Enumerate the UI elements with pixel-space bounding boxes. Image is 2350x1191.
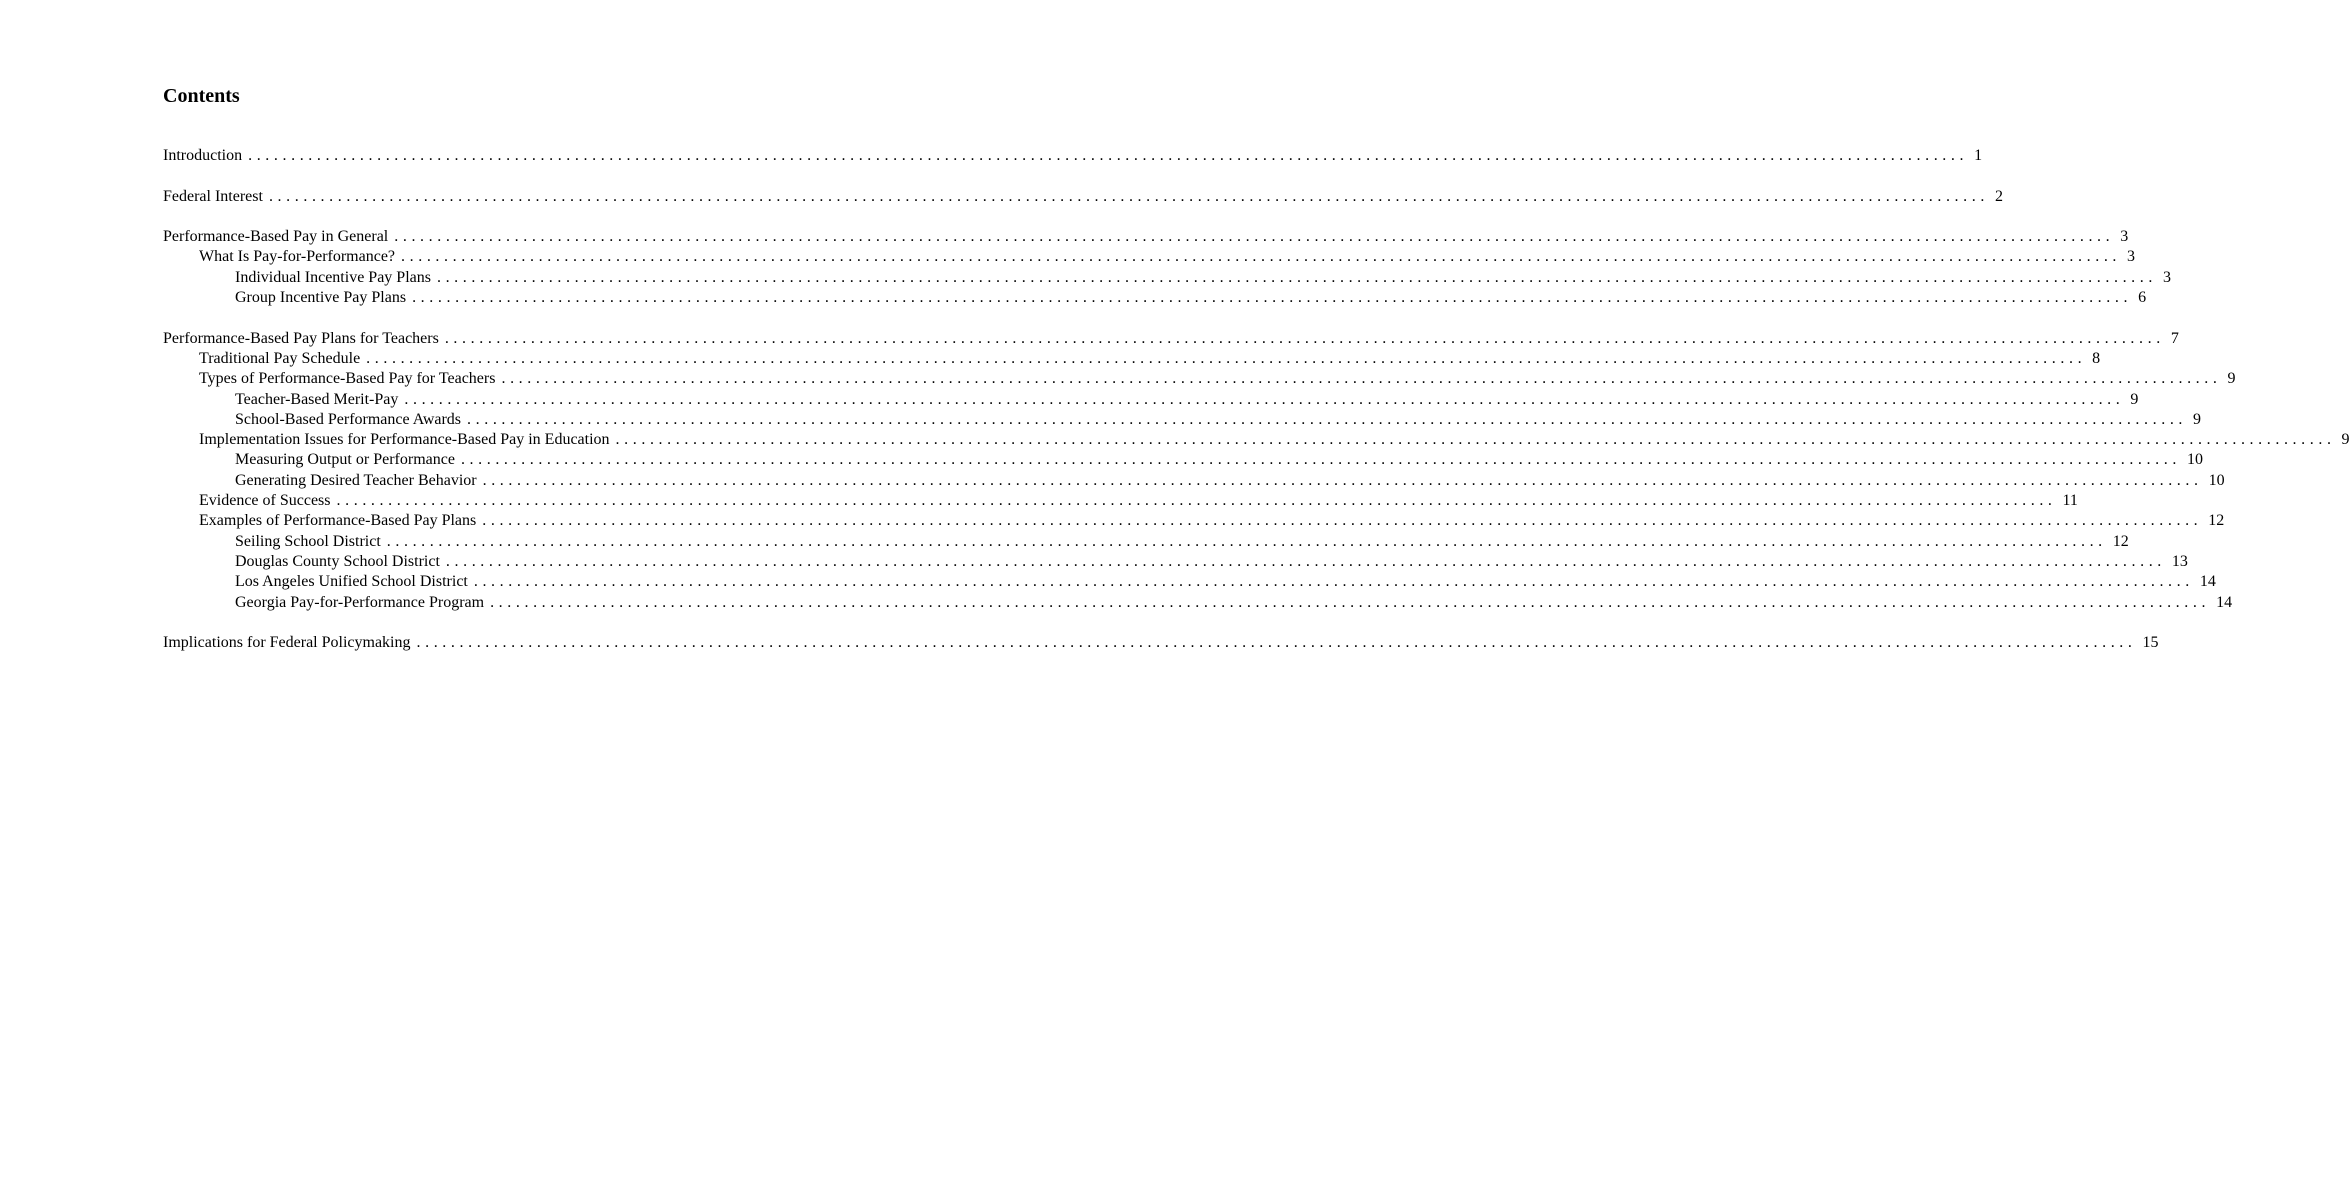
- toc-entry-title: Georgia Pay-for-Performance Program: [235, 593, 485, 611]
- toc-entry-page: 8: [2092, 349, 2101, 367]
- dot-leader: ........................................................................................................................................................................................................: [473, 573, 2194, 591]
- dot-leader: ........................................................................................................................................................................................................: [268, 187, 1989, 205]
- toc-entry-introduction: [163, 146, 1983, 166]
- toc-entry-title: Evidence of Success: [199, 492, 331, 510]
- dot-leader: ........................................................................................................................................................................................................: [394, 228, 2115, 246]
- toc-entry-teacher-based-merit-pay: [163, 390, 2139, 410]
- toc-entry-page: 9: [2193, 410, 2202, 428]
- toc-entry-types-of-performance-based-pay: [163, 369, 2236, 389]
- toc-entry-title: Introduction: [163, 147, 243, 164]
- toc-entry-title: Teacher-Based Merit-Pay: [235, 390, 399, 408]
- toc-entry-los-angeles-unified: [163, 572, 2216, 592]
- dot-leader: ........................................................................................................................................................................................................: [248, 147, 1969, 164]
- toc-entry-title: Los Angeles Unified School District: [235, 573, 468, 591]
- toc-entry-title: Implementation Issues for Performance-Based Pay in Education: [199, 431, 610, 449]
- toc-entry-page: 12: [2208, 512, 2225, 530]
- contents-heading: Contents: [163, 85, 240, 107]
- dot-leader: ........................................................................................................................................................................................................: [412, 289, 2133, 307]
- toc-entry-measuring-output: [163, 450, 2203, 470]
- dot-leader: ........................................................................................................................................................................................................: [482, 471, 2203, 489]
- toc-entry-title: Seiling School District: [235, 532, 381, 550]
- dot-leader: ........................................................................................................................................................................................................: [404, 390, 2125, 408]
- toc-entry-title: Performance-Based Pay Plans for Teachers: [163, 329, 439, 347]
- toc-entry-page: 1: [1974, 147, 1983, 164]
- toc-entry-title: Performance-Based Pay in General: [163, 228, 389, 246]
- toc-entry-page: 10: [2208, 471, 2225, 489]
- toc-entry-title: Douglas County School District: [235, 552, 440, 570]
- toc-entry-traditional-pay-schedule: [163, 349, 2101, 369]
- toc-entry-page: 3: [2127, 248, 2136, 266]
- dot-leader: ........................................................................................................................................................................................................: [615, 431, 2336, 449]
- toc-entry-georgia-program: [163, 593, 2233, 613]
- toc-entry-federal-interest: [163, 187, 2003, 207]
- toc-entry-title: Implications for Federal Policymaking: [163, 634, 411, 652]
- toc-entry-page: 2: [1994, 187, 2003, 205]
- table-of-contents: [163, 146, 2350, 653]
- dot-leader: ........................................................................................................................................................................................................: [501, 370, 2222, 388]
- toc-entry-douglas-county-school-district: [163, 552, 2188, 572]
- toc-entry-page: 9: [2227, 370, 2236, 388]
- dot-leader: ........................................................................................................................................................................................................: [386, 532, 2107, 550]
- toc-entry-plans-for-teachers: [163, 329, 2179, 349]
- toc-entry-implications-federal-policymaking: [163, 633, 2159, 653]
- dot-leader: ........................................................................................................................................................................................................: [436, 268, 2157, 286]
- toc-entry-what-is-pay-for-performance: [163, 247, 2136, 267]
- toc-entry-page: 9: [2130, 390, 2139, 408]
- toc-entry-title: School-Based Performance Awards: [235, 410, 462, 428]
- toc-entry-title: Generating Desired Teacher Behavior: [235, 471, 477, 489]
- toc-entry-page: 13: [2171, 552, 2188, 570]
- toc-entry-title: What Is Pay-for-Performance?: [199, 248, 396, 266]
- toc-entry-page: 7: [2170, 329, 2179, 347]
- toc-entry-page: 3: [2162, 268, 2171, 286]
- toc-entry-generating-desired-behavior: [163, 471, 2225, 491]
- toc-entry-seiling-school-district: [163, 532, 2129, 552]
- toc-entry-title: Measuring Output or Performance: [235, 451, 455, 469]
- dot-leader: ........................................................................................................................................................................................................: [482, 512, 2203, 530]
- dot-leader: ........................................................................................................................................................................................................: [401, 248, 2122, 266]
- dot-leader: ........................................................................................................................................................................................................: [460, 451, 2181, 469]
- toc-entry-page: 14: [2199, 573, 2216, 591]
- toc-entry-implementation-issues: [163, 430, 2350, 450]
- toc-entry-title: Group Incentive Pay Plans: [235, 289, 407, 307]
- toc-entry-page: 3: [2120, 228, 2129, 246]
- toc-entry-individual-incentive-pay-plans: [163, 268, 2171, 288]
- toc-entry-title: Traditional Pay Schedule: [199, 349, 361, 367]
- dot-leader: ........................................................................................................................................................................................................: [336, 492, 2057, 510]
- toc-entry-title: Examples of Performance-Based Pay Plans: [199, 512, 477, 530]
- toc-entry-page: 9: [2341, 431, 2350, 449]
- dot-leader: ........................................................................................................................................................................................................: [444, 329, 2165, 347]
- dot-leader: ........................................................................................................................................................................................................: [366, 349, 2087, 367]
- toc-entry-title: Individual Incentive Pay Plans: [235, 268, 431, 286]
- dot-leader: ........................................................................................................................................................................................................: [416, 634, 2137, 652]
- dot-leader: ........................................................................................................................................................................................................: [445, 552, 2166, 570]
- toc-entry-school-based-performance-awards: [163, 410, 2202, 430]
- dot-leader: ........................................................................................................................................................................................................: [490, 593, 2211, 611]
- toc-entry-page: 10: [2186, 451, 2203, 469]
- toc-entry-group-incentive-pay-plans: [163, 288, 2147, 308]
- dot-leader: ........................................................................................................................................................................................................: [467, 410, 2188, 428]
- toc-entry-page: 12: [2112, 532, 2129, 550]
- toc-entry-page: 11: [2062, 492, 2078, 510]
- toc-entry-title: Federal Interest: [163, 187, 263, 205]
- toc-entry-page: 6: [2138, 289, 2147, 307]
- toc-entry-page: 14: [2216, 593, 2233, 611]
- toc-entry-title: Types of Performance-Based Pay for Teachers: [199, 370, 496, 388]
- toc-entry-examples-of-plans: [163, 511, 2225, 531]
- toc-entry-page: 15: [2142, 634, 2159, 652]
- toc-entry-evidence-of-success: [163, 491, 2078, 511]
- toc-entry-performance-based-pay-in-general: [163, 227, 2129, 247]
